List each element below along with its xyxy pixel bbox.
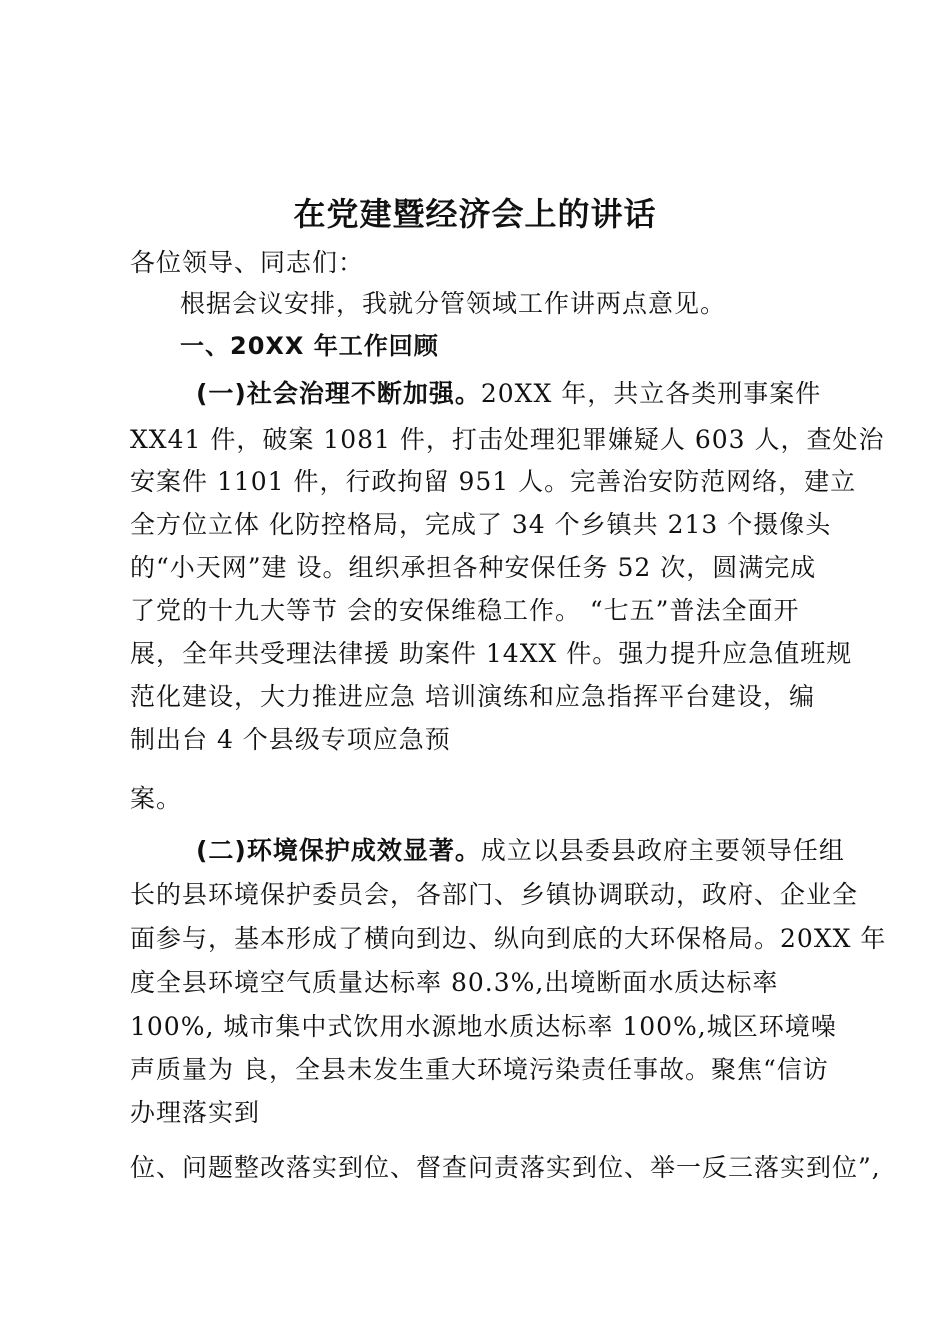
paragraph-1-lead: (一)社会治理不断加强。 — [196, 379, 481, 408]
paragraph-2-line-1 — [196, 836, 845, 866]
paragraph-1-line-7: 展，全年共受理法律援 助案件 14XX 件。强力提升应急值班规 — [130, 639, 853, 668]
paragraph-2-line-3: 面参与，基本形成了横向到边、纵向到底的大环保格局。20XX 年 — [130, 924, 887, 953]
paragraph-1-line-4: 全方位立体 化防控格局，完成了 34 个乡镇共 213 个摄像头 — [130, 510, 832, 539]
paragraph-1-line-1 — [196, 379, 821, 409]
paragraph-2-lead: (二)环境保护成效显著。 — [196, 836, 481, 865]
document-title: 在党建暨经济会上的讲话 — [293, 195, 657, 233]
paragraph-2-line-4: 度全县环境空气质量达标率 80.3%,出境断面水质达标率 — [130, 968, 779, 997]
paragraph-2-line-5: 100%, 城市集中式饮用水源地水质达标率 100%,城区环境噪 — [130, 1012, 837, 1041]
paragraph-1-line-9: 制出台 4 个县级专项应急预 — [130, 725, 451, 754]
paragraph-1-line-3: 安案件 1101 件，行政拘留 951 人。完善治安防范网络，建立 — [130, 467, 857, 496]
section-heading-review: 一、20XX 年工作回顾 — [180, 332, 439, 360]
paragraph-2-line-8: 位、问题整改落实到位、督查问责落实到位、举一反三落实到位”, — [130, 1153, 881, 1182]
paragraph-1-line-8: 范化建设，大力推进应急 培训演练和应急指挥平台建设，编 — [130, 682, 815, 711]
salutation: 各位领导、同志们： — [130, 248, 365, 277]
paragraph-1-line-6: 了党的十九大等节 会的安保维稳工作。 “七五”普法全面开 — [130, 596, 800, 625]
paragraph-1-line-5: 的“小天网”建 设。组织承担各种安保任务 52 次，圆满完成 — [130, 553, 817, 582]
paragraph-1-line-10: 案。 — [130, 784, 183, 813]
paragraph-1-text: 20XX 年，共立各类刑事案件 — [480, 379, 822, 408]
paragraph-2-line-6: 声质量为 良，全县未发生重大环境污染责任事故。聚焦“信访 — [130, 1055, 829, 1084]
paragraph-2-line-2: 长的县环境保护委员会，各部门、乡镇协调联动，政府、企业全 — [130, 880, 859, 909]
paragraph-1-line-2: XX41 件，破案 1081 件，打击处理犯罪嫌疑人 603 人，查处治 — [130, 425, 885, 454]
intro-paragraph: 根据会议安排，我就分管领域工作讲两点意见。 — [180, 289, 727, 318]
paragraph-2-line-7: 办理落实到 — [130, 1098, 261, 1127]
paragraph-2-text: 成立以县委县政府主要领导任组 — [480, 836, 845, 865]
